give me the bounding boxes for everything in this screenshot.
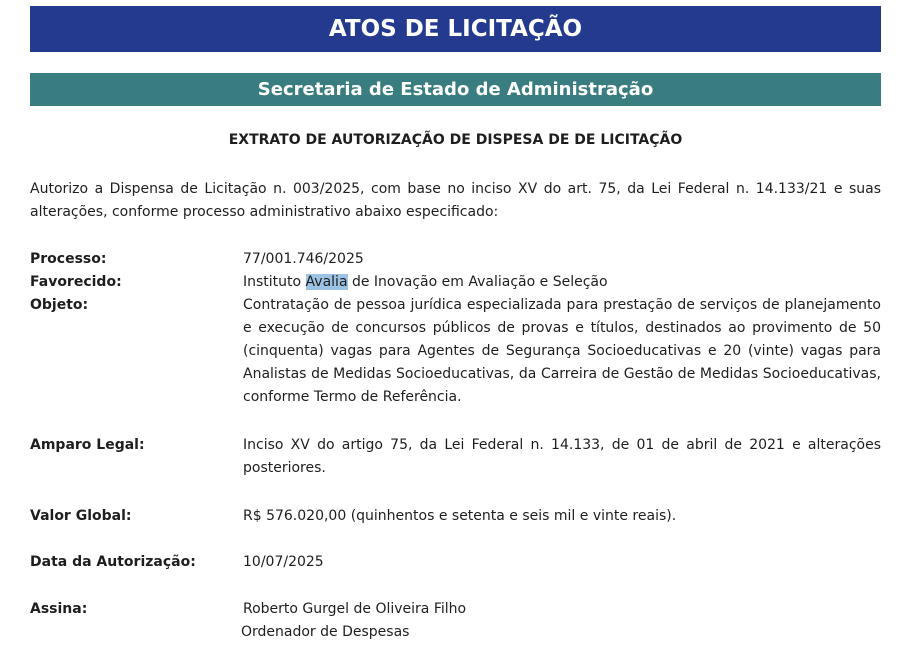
assina-label: Assina:: [30, 601, 88, 617]
amparo-legal-label: Amparo Legal:: [30, 437, 145, 453]
intro-paragraph: Autorizo a Dispensa de Licitação n. 003/2025, com base no inciso XV do art. 75, da Lei Federal n. 14.133/21 e suas alterações, conforme processo administrativo abaixo especificado:: [30, 181, 881, 220]
data-autorizacao-label: Data da Autorização:: [30, 554, 196, 570]
signatory-role: Ordenador de Despesas: [241, 624, 410, 640]
favorecido-value: [243, 271, 881, 294]
favorecido-value-end: de Inovação em Avaliação e Seleção: [347, 274, 608, 290]
favorecido-label: Favorecido:: [30, 274, 122, 290]
section-banner-subtitle: Secretaria de Estado de Administração: [30, 73, 881, 106]
amparo-legal-value: Inciso XV do artigo 75, da Lei Federal n. 14.133, de 01 de abril de 2021 e alterações posteriores.: [243, 437, 881, 476]
valor-global-label: Valor Global:: [30, 508, 132, 524]
processo-label: Processo:: [30, 251, 107, 267]
signatory-name: Roberto Gurgel de Oliveira Filho: [243, 601, 467, 617]
valor-global-value: R$ 576.020,00 (quinhentos e setenta e seis mil e vinte reais).: [243, 508, 677, 524]
objeto-value: Contratação de pessoa jurídica especializada para prestação de serviços de planejamento e execução de concursos públicos de provas e títulos, destinados ao provimento de 50 (cinquenta) vagas para Agentes de Segurança Socioeducativas e 20 (vinte) vagas para Analistas de Medidas Socioeducativas, da Carreira de Gestão de Medidas Socioeducativas, conforme Termo de Referência.: [243, 297, 881, 405]
page-banner-title: ATOS DE LICITAÇÃO: [30, 6, 881, 52]
processo-value: 77/001.746/2025: [243, 251, 364, 267]
selected-text-highlight[interactable]: Avalia: [305, 274, 348, 290]
favorecido-value-start: Instituto: [243, 274, 306, 290]
document-title: EXTRATO DE AUTORIZAÇÃO DE DISPESA DE DE LICITAÇÃO: [228, 132, 683, 148]
objeto-label: Objeto:: [30, 297, 89, 313]
data-autorizacao-value: 10/07/2025: [243, 554, 324, 570]
